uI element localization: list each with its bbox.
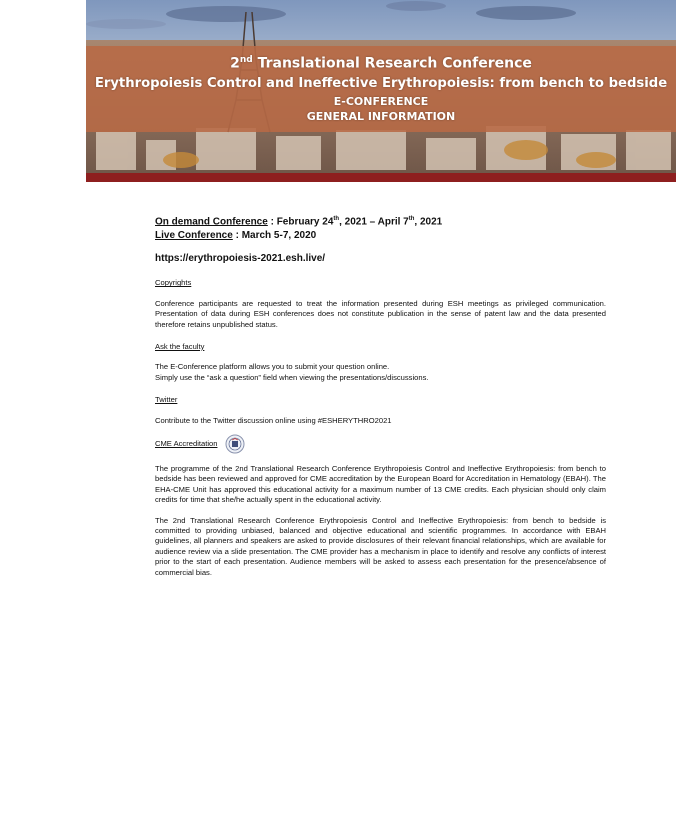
ask-faculty-heading: Ask the faculty (155, 341, 205, 351)
copyrights-text: Conference participants are requested to treat the information presented during ESH meetings as privileged communication. Presentation of data during ESH conferences does not constitute publication in the sense of patent law and the data presented therefore retains unpublished status. (155, 298, 606, 329)
conference-subtitle: Erythropoiesis Control and Ineffective Erythropoiesis: from bench to bedside (94, 75, 668, 91)
ask-faculty-line-2: Simply use the “ask a question” field when viewing the presentations/discussions. (155, 372, 429, 382)
live-conference-dates: Live Conference : March 5-7, 2020 (155, 230, 317, 242)
ask-faculty-line-1: The E-Conference platform allows you to submit your question online. (155, 362, 390, 372)
document-body (155, 212, 606, 578)
banner-title-block (86, 50, 676, 124)
cme-commitment-text: The 2nd Translational Research Conference Erythropoiesis Control and Ineffective Erythropoiesis: from bench to bedside is committed to providing unbiased, balanced and objective educational and scientific programmes. In accordance with EBAH guidelines, all planners and speakers are asked to provide disclosures of their relevant financial relationships, which are available for audience review via a slide presentation. The CME provider has a mechanism in place to identify and resolve any conflicts of interest prior to the start of each presentation. Audience members will be asked to assess each presentation for the presence/absence of commercial bias. (155, 515, 606, 577)
conference-url-link[interactable]: https://erythropoiesis-2021.esh.live/ (155, 253, 326, 265)
ebah-seal-icon (225, 434, 245, 454)
copyrights-heading: Copyrights (155, 278, 192, 288)
cme-accreditation-text: The programme of the 2nd Translational Research Conference Erythropoiesis Control and Ineffective Erythropoiesis: from bench to bedside has been reviewed and approved for CME accreditation by the European Board for Accreditation in Hematology (EBAH). The EHA-CME Unit has approved this educational activity for a maximum number of 13 CME credits. Each physician should only claim credits for time that she/he actually spent in the educational activity. (155, 463, 606, 505)
cme-heading-row (155, 434, 606, 454)
cme-heading: CME Accreditation (155, 438, 218, 448)
general-information-label: GENERAL INFORMATION (306, 109, 456, 123)
twitter-text: Contribute to the Twitter discussion online using #ESHERYTHRO2021 (155, 415, 392, 425)
header-banner (86, 0, 676, 182)
e-conference-label: E-CONFERENCE (333, 94, 429, 108)
conference-edition-title: 2nd Translational Research Conference (230, 55, 532, 72)
twitter-heading: Twitter (155, 395, 178, 405)
on-demand-dates: On demand Conference : February 24th, 2021 – April 7th, 2021 (155, 216, 443, 228)
